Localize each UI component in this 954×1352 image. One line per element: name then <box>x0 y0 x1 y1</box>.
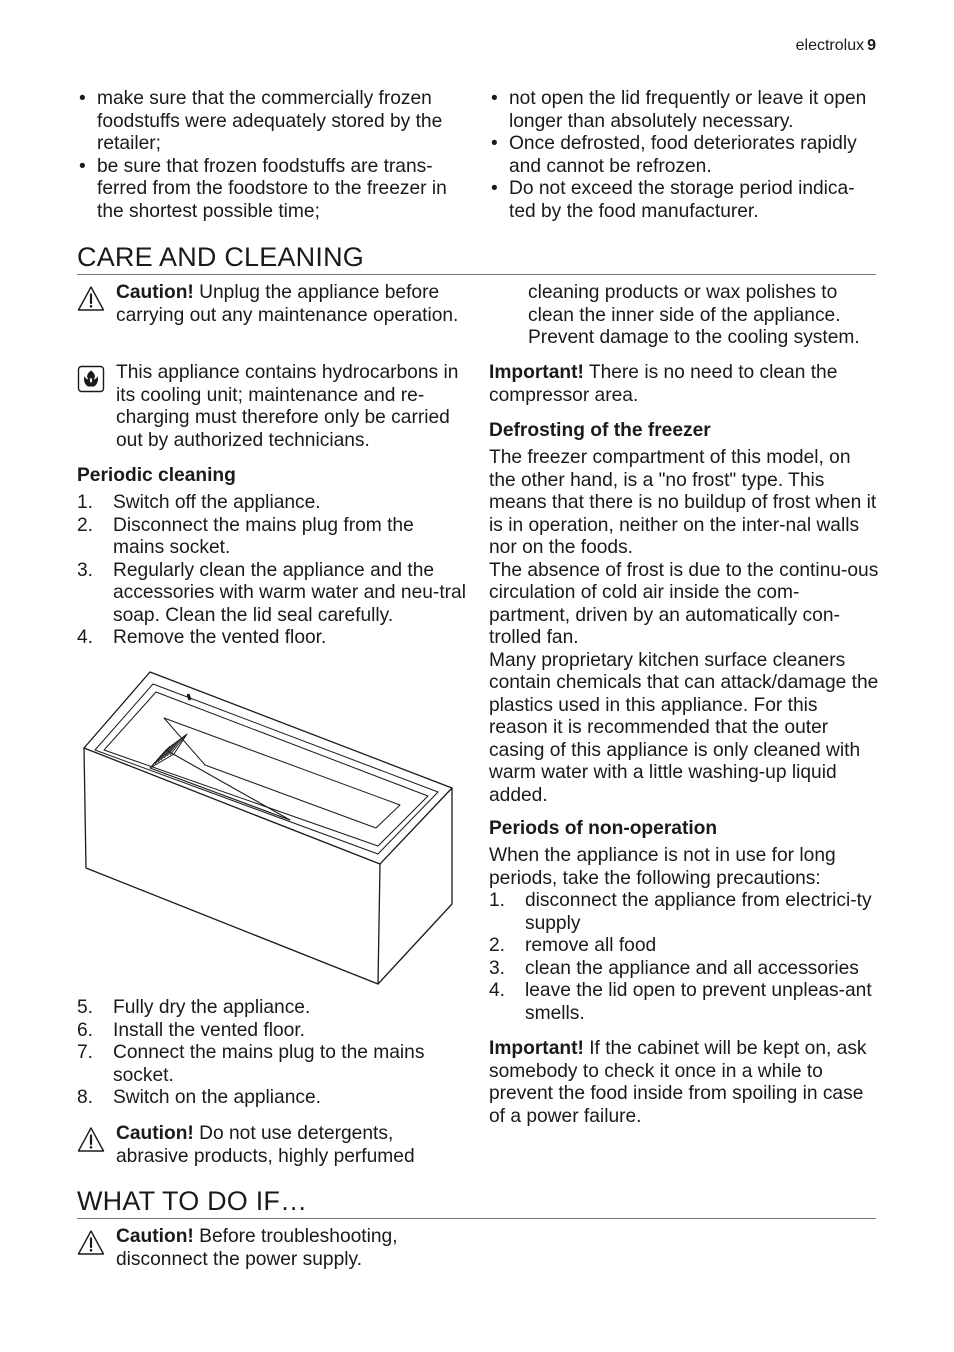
hydrocarbon-note <box>77 362 467 452</box>
important-compressor-note: Important! There is no need to clean the compressor area. <box>489 362 838 406</box>
top-right-bullet-list <box>489 88 879 223</box>
list-item: 1. Switch off the appliance. <box>77 492 321 513</box>
caution-text: Before troubleshooting, disconnect the power supply. <box>116 1226 398 1270</box>
non-operation-heading: Periods of non-operation <box>489 818 718 839</box>
caution-note-troubleshooting <box>77 1226 467 1271</box>
list-item: 3. clean the appliance and all accessories <box>489 957 859 979</box>
list-item: 7. Connect the mains plug to the mains socket. <box>77 1042 425 1086</box>
list-item: 6. Install the vented floor. <box>77 1019 305 1041</box>
list-item: 2. Disconnect the mains plug from the mains socket. <box>77 514 414 558</box>
list-item: 5. Fully dry the appliance. <box>77 997 311 1018</box>
flame-hydrocarbon-icon <box>77 365 105 393</box>
list-item: 1. disconnect the appliance from electrici-ty supply <box>489 890 872 934</box>
caution-note-unplug <box>77 282 467 327</box>
list-item: • be sure that frozen foodstuffs are trans-ferred from the foodstore to the freezer in the shortest possible time; <box>77 156 469 224</box>
hydrocarbon-text: This appliance contains hydrocarbons in its cooling unit; maintenance and re-charging must therefore only be carried out by authorized technicians. <box>116 362 459 451</box>
caution-text: Unplug the appliance before carrying out any maintenance operation. <box>116 282 459 326</box>
list-item: • make sure that the commercially frozen foodstuffs were adequately stored by the retailer; <box>77 88 469 156</box>
brand-name: electrolux <box>795 37 865 54</box>
caution-continuation: cleaning products or wax polishes to clean the inner side of the appliance. Prevent damage to the cooling system. <box>528 282 860 348</box>
warning-triangle-icon <box>77 1126 105 1154</box>
list-item: 3. Regularly clean the appliance and the accessories with warm water and neu-tral soap. Clean the lid seal carefully. <box>77 559 466 626</box>
important-label: Important! <box>489 1038 584 1059</box>
caution-label: Caution! <box>116 1226 194 1247</box>
section-title-what-to-do-if: WHAT TO DO IF… <box>77 1185 876 1219</box>
important-label: Important! <box>489 362 584 383</box>
list-item: • Do not exceed the storage period indica-ted by the food manufacturer. <box>489 178 879 223</box>
top-left-bullet-list <box>77 88 469 223</box>
list-item: 8. Switch on the appliance. <box>77 1087 321 1108</box>
defrost-paragraph: The freezer compartment of this model, on the other hand, is a "no frost" type. This means that there is no buildup of frost when it is in operation, neither on the inter-nal walls nor on the foods. <box>489 447 877 558</box>
defrost-paragraph: The absence of frost is due to the continu-ous circulation of cold air inside the com-partment, driven by an automatically con-trolled fan. <box>489 559 879 648</box>
defrosting-heading: Defrosting of the freezer <box>489 420 711 441</box>
caution-text: Do not use detergents, abrasive products, highly perfumed <box>116 1123 415 1167</box>
caution-note-detergents <box>77 1123 467 1168</box>
list-item: 4. Remove the vented floor. <box>77 627 327 648</box>
defrosting-body <box>489 447 879 807</box>
warning-triangle-icon <box>77 1229 105 1257</box>
non-operation-steps <box>489 890 879 1025</box>
list-item: • not open the lid frequently or leave it open longer than absolutely necessary. <box>489 88 879 133</box>
page-header <box>796 36 876 56</box>
defrost-paragraph: Many proprietary kitchen surface cleaners contain chemicals that can attack/damage the plastics used in this appliance. For this reason it is recommended that the outer casing of this appliance is only cleaned with warm water with a little washing-up liquid added. <box>489 649 879 806</box>
list-item: • Once defrosted, food deteriorates rapidly and cannot be refrozen. <box>489 133 879 178</box>
non-operation-intro: When the appliance is not in use for long periods, take the following precautions: <box>489 845 836 889</box>
list-item: 2. remove all food <box>489 935 657 956</box>
caution-label: Caution! <box>116 282 194 303</box>
periodic-cleaning-steps-a <box>77 492 467 650</box>
caution-label: Caution! <box>116 1123 194 1144</box>
important-non-operation-note: Important! If the cabinet will be kept on, ask somebody to check it once in a while to prevent the food inside from spoiling in case of a power failure. <box>489 1038 867 1127</box>
warning-triangle-icon <box>77 285 105 313</box>
chest-freezer-illustration <box>80 668 458 988</box>
periodic-cleaning-heading: Periodic cleaning <box>77 465 236 486</box>
page-number: 9 <box>867 37 876 54</box>
list-item: 4. leave the lid open to prevent unpleas-ant smells. <box>489 980 872 1024</box>
section-title-care-and-cleaning: CARE AND CLEANING <box>77 241 876 275</box>
periodic-cleaning-steps-b <box>77 997 467 1110</box>
